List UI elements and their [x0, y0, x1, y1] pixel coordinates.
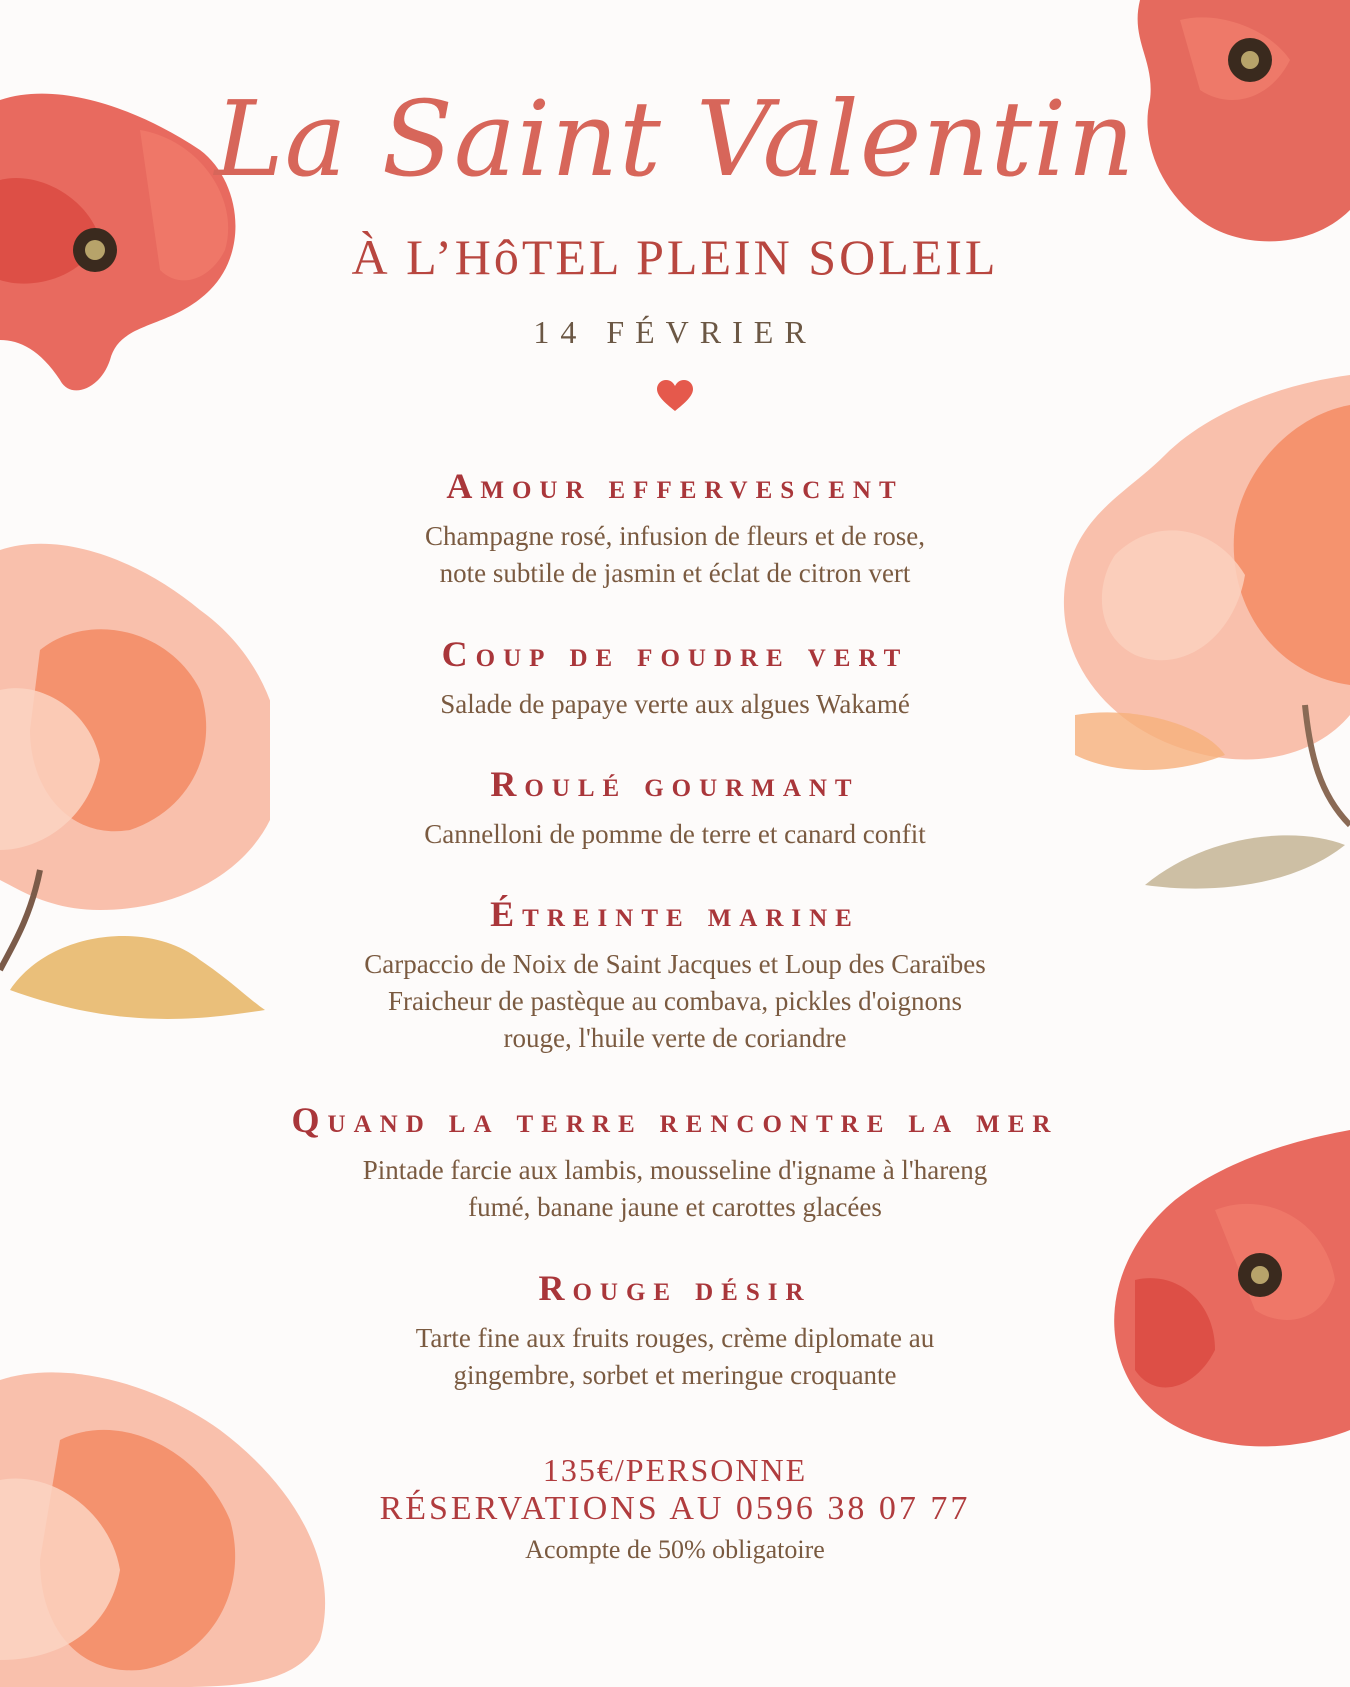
course-description: Champagne rosé, infusion de fleurs et de rose, note subtile de jasmin et éclat de citron vert: [424, 521, 926, 588]
menu-item: [0, 764, 1350, 853]
course-name: Étreinte marine: [490, 894, 860, 934]
menu-item: [0, 634, 1350, 723]
course-name: Quand la terre rencontre la mer: [291, 1100, 1059, 1140]
reservation-phone: RÉSERVATIONS AU 0596 38 07 77: [379, 1490, 971, 1527]
price-per-person: 135€/PERSONNE: [542, 1452, 808, 1488]
venue-subtitle: À L’HôTEL PLEIN SOLEIL: [351, 229, 999, 285]
course-name: Roulé gourmant: [490, 764, 860, 804]
course-description: Cannelloni de pomme de terre et canard confit: [424, 819, 926, 849]
course-name: Rouge désir: [538, 1268, 812, 1308]
course-name: Amour effervescent: [446, 466, 904, 506]
deposit-note: Acompte de 50% obligatoire: [525, 1535, 825, 1564]
menu-item: [0, 1268, 1350, 1394]
course-description: Salade de papaye verte aux algues Wakamé: [440, 689, 910, 719]
heart-icon: [657, 380, 693, 412]
menu-item: [0, 894, 1350, 1057]
course-description: Carpaccio de Noix de Saint Jacques et Loup des Caraïbes Fraicheur de pastèque au combava, pickles d'oignons rouge, l'huile verte de coriandre: [364, 949, 986, 1053]
course-description: Pintade farcie aux lambis, mousseline d'igname à l'hareng fumé, banane jaune et carottes glacées: [362, 1155, 988, 1222]
menu-item: [0, 1100, 1350, 1226]
menu-item: [0, 466, 1350, 592]
course-name: Coup de foudre vert: [441, 634, 909, 674]
page-title: La Saint Valentin: [214, 78, 1136, 200]
event-date: 14 FÉVRIER: [533, 314, 817, 350]
course-description: Tarte fine aux fruits rouges, crème diplomate au gingembre, sorbet et meringue croquante: [415, 1323, 935, 1390]
